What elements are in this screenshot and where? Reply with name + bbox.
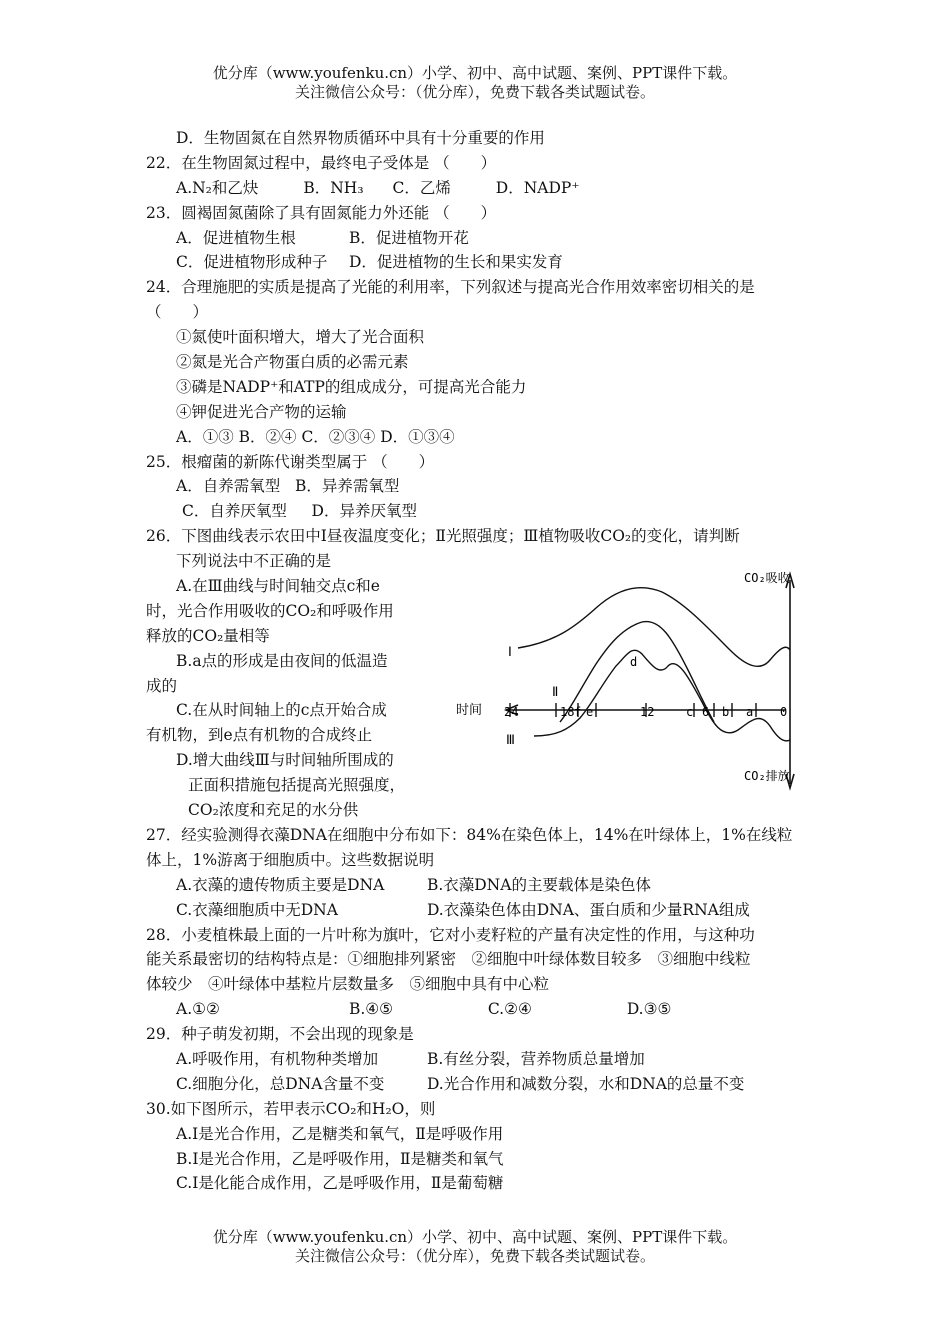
tick-label-0: 0: [780, 705, 788, 719]
tick-label-18: 18: [560, 705, 575, 719]
tick-label-e: e: [586, 705, 594, 719]
q28-option-c: C.②④: [487, 1000, 532, 1019]
q28-stem-3: 体较少 ④叶绿体中基粒片层数量多 ⑤细胞中具有中心粒: [146, 975, 550, 994]
q26-option-a-1: A.在Ⅲ曲线与时间轴交点c和e: [176, 577, 380, 596]
q23-option-a: A．促进植物生根: [176, 228, 296, 247]
point-label-d: d: [630, 655, 638, 669]
q24-options: A．①③ B．②④ C．②③④ D．①③④: [176, 427, 455, 446]
q24-stem: 24．合理施肥的实质是提高了光能的利用率，下列叙述与提高光合作用效率密切相关的是: [146, 278, 755, 297]
q27-option-a: A.衣藻的遗传物质主要是DNA: [176, 875, 385, 894]
q21-option-d: D．生物固氮在自然界物质循环中具有十分重要的作用: [176, 129, 545, 147]
q29-option-d: D.光合作用和减数分裂，水和DNA的总量不变: [426, 1074, 745, 1093]
q27-stem-1: 27．经实验测得衣藻DNA在细胞中分布如下：84%在染色体上，14%在叶绿体上，1%在线粒: [146, 825, 793, 844]
q26-figure: [446, 562, 806, 792]
q26-option-d-2: 正面积措施包括提高光照强度，: [188, 776, 406, 795]
q26-chart: [446, 562, 806, 792]
q24-statement-2: ②氮是光合产物蛋白质的必需元素: [176, 353, 409, 372]
q23-options-row1: [146, 226, 816, 251]
tick-label-6: 6: [702, 705, 710, 719]
q28-option-a: A.①②: [176, 1000, 220, 1019]
tick-label-12: 12: [640, 705, 655, 719]
q23-option-c: C．促进植物形成种子: [176, 253, 328, 272]
series-label-I: Ⅰ: [508, 645, 512, 660]
q27-option-d: D.衣藻染色体由DNA、蛋白质和少量RNA组成: [426, 900, 750, 919]
q30-option-a: A.Ⅰ是光合作用，乙是糖类和氧气，Ⅱ是呼吸作用: [176, 1124, 504, 1143]
q27-options-row2: [146, 898, 816, 923]
q26-option-b-2: 成的: [146, 676, 178, 695]
q26-option-c-1: C.在从时间轴上的c点开始合成: [176, 701, 387, 720]
q26-option-d-1: D.增大曲线Ⅲ与时间轴所围成的: [176, 751, 394, 770]
q29-stem: 29．种子萌发初期，不会出现的现象是: [146, 1025, 414, 1044]
series-label-III: Ⅲ: [506, 733, 515, 748]
q27-stem-2: 体上，1%游离于细胞质中。这些数据说明: [146, 850, 435, 869]
q25-stem: 25．根瘤菌的新陈代谢类型属于 （ ）: [146, 452, 435, 471]
q29-options-row2: [146, 1072, 816, 1097]
page-footer: [0, 1228, 950, 1266]
q27-options-row1: [146, 873, 816, 898]
q27-option-b: B.衣藻DNA的主要载体是染色体: [426, 875, 651, 894]
q25-option-d: D．异养厌氧型: [311, 502, 417, 521]
tick-label-24: 24: [504, 705, 519, 719]
q24-paren: （ ）: [146, 303, 209, 322]
page-header: [0, 64, 950, 102]
footer-line-2: 关注微信公众号：（优分库），免费下载各类试题试卷。: [294, 1247, 655, 1265]
q23-stem: 23．圆褐固氮菌除了具有固氮能力外还能 （ ）: [146, 203, 497, 222]
q29-option-c: C.细胞分化，总DNA含量不变: [176, 1074, 385, 1093]
q25-options-row1: [146, 474, 816, 499]
curve-III: [534, 650, 790, 741]
q28-stem-1: 28．小麦植株最上面的一片叶称为旗叶，它对小麦籽粒的产量有决定性的作用，与这种功: [146, 925, 755, 944]
q26-stem-2: 下列说法中不正确的是: [176, 552, 332, 571]
q22-option-a: A.N₂和乙炔: [176, 178, 259, 197]
tick-label-b: b: [722, 705, 730, 719]
q25-option-c: C．自养厌氧型: [182, 502, 287, 521]
footer-line-1: 优分库（www.youfenku.cn）小学、初中、高中试题、案例、PPT课件下载。: [212, 1228, 738, 1246]
q29-options-row1: [146, 1047, 816, 1072]
q23-options-row2: [146, 250, 816, 275]
curve-I: [518, 588, 790, 667]
q26-option-c-2: 有机物，到e点有机物的合成终止: [146, 726, 373, 745]
q28-stem-2: 能关系最密切的结构特点是：①细胞排列紧密 ②细胞中叶绿体数目较多 ③细胞中线粒: [146, 950, 751, 969]
header-line-2: 关注微信公众号：（优分库），免费下载各类试题试卷。: [294, 83, 655, 101]
q23-option-b: B．促进植物开花: [348, 228, 469, 247]
q26-option-a-2: 时，光合作用吸收的CO₂和呼吸作用: [146, 601, 394, 620]
header-line-1: 优分库（www.youfenku.cn）小学、初中、高中试题、案例、PPT课件下载。: [212, 64, 738, 82]
q27-option-c: C.衣藻细胞质中无DNA: [176, 900, 338, 919]
q30-stem: 30.如下图所示，若甲表示CO₂和H₂O，则: [146, 1099, 436, 1118]
q28-options: [146, 997, 816, 1022]
q26-option-a-3: 释放的CO₂量相等: [146, 626, 270, 645]
q23-option-d: D．促进植物的生长和果实发育: [348, 253, 563, 272]
q26-stem-1: 26．下图曲线表示农田中Ⅰ昼夜温度变化；Ⅱ光照强度；Ⅲ植物吸收CO₂的变化，请判断: [146, 527, 740, 546]
x-axis-label: 时间: [456, 703, 483, 718]
q24-statement-4: ④钾促进光合产物的运输: [176, 402, 347, 421]
q24-statement-1: ①氮使叶面积增大，增大了光合面积: [176, 328, 425, 347]
y-axis-label-bottom: CO₂排放: [744, 769, 790, 783]
q30-option-c: C.Ⅰ是化能合成作用，乙是呼吸作用，Ⅱ是葡萄糖: [176, 1174, 504, 1193]
y-axis-label-top: CO₂吸收: [744, 571, 790, 585]
tick-label-c: c: [686, 705, 694, 719]
q22-option-c: C．乙烯: [392, 178, 451, 197]
q25-options-row2: [146, 499, 816, 524]
q26-option-d-3: CO₂浓度和充足的水分供: [188, 801, 359, 820]
q26-options: [146, 574, 436, 823]
tick-label-a: a: [746, 705, 754, 719]
q29-option-a: A.呼吸作用，有机物种类增加: [176, 1049, 379, 1068]
q22-options: [146, 176, 816, 201]
series-label-II: Ⅱ: [552, 685, 559, 700]
q25-option-a: A．自养需氧型: [176, 477, 281, 496]
q29-option-b: B.有丝分裂，营养物质总量增加: [426, 1049, 645, 1068]
q24-statement-3: ③磷是NADP⁺和ATP的组成成分，可提高光合能力: [176, 377, 527, 396]
q22-stem: 22．在生物固氮过程中，最终电子受体是 （ ）: [146, 153, 497, 172]
tick-label-f: f: [574, 705, 582, 719]
q28-option-d: D.③⑤: [626, 1000, 672, 1019]
q26-option-b-1: B.a点的形成是由夜间的低温造: [176, 651, 388, 670]
q22-option-d: D．NADP⁺: [495, 178, 580, 197]
q25-option-b: B．异养需氧型: [294, 477, 400, 496]
q22-option-b: B．NH₃: [303, 178, 364, 197]
q28-option-b: B.④⑤: [348, 1000, 394, 1019]
q30-option-b: B.Ⅰ是光合作用，乙是呼吸作用，Ⅱ是糖类和氧气: [176, 1149, 504, 1168]
